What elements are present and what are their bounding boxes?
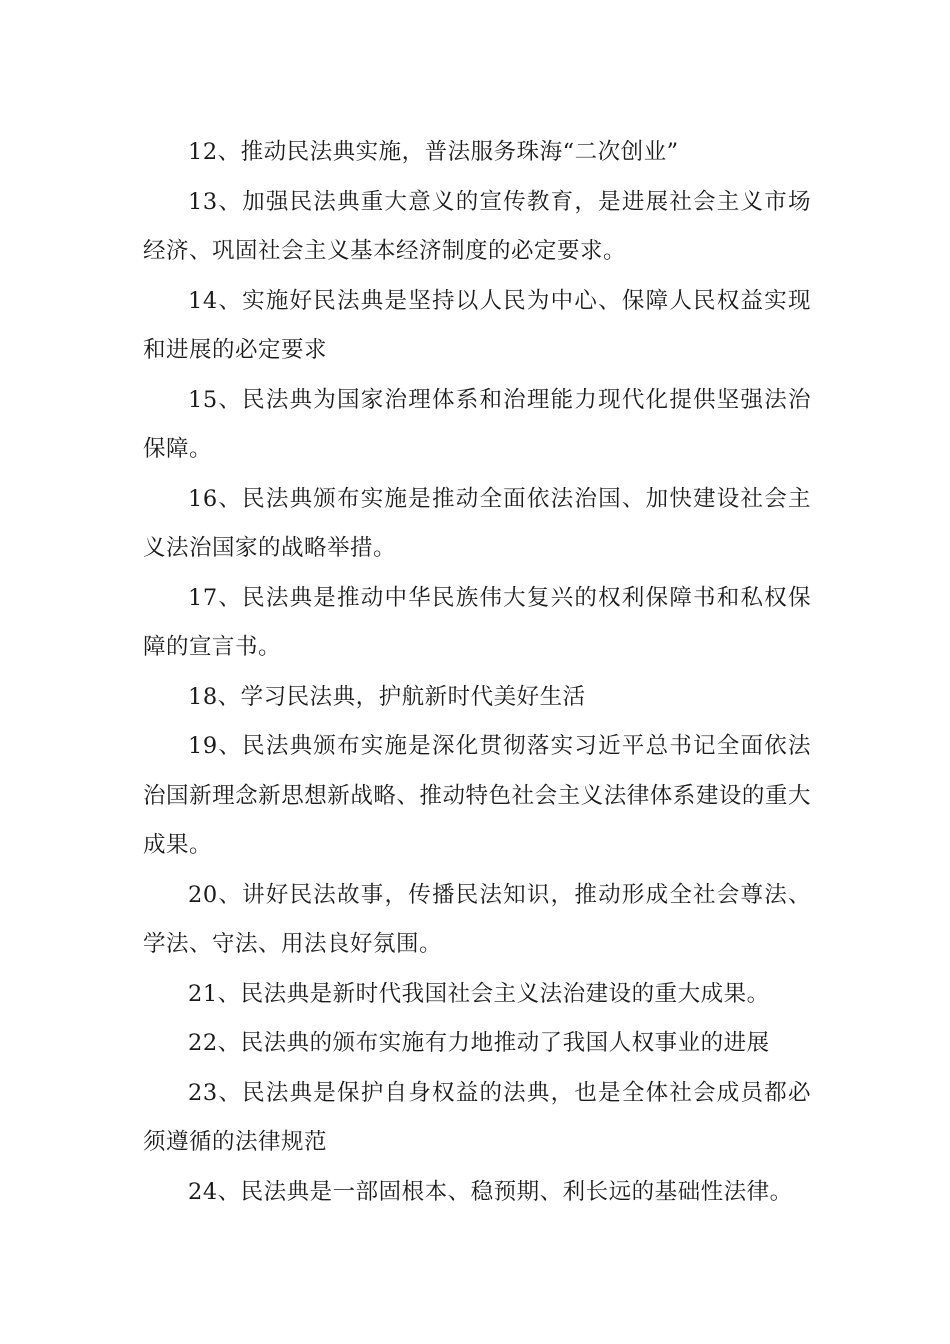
paragraph-16: 16、民法典颁布实施是推动全面依法治国、加快建设社会主义法治国家的战略举措。	[143, 485, 811, 561]
paragraph-22: 22、民法典的颁布实施有力地推动了我国人权事业的进展	[188, 1030, 770, 1056]
paragraph-15: 15、民法典为国家治理体系和治理能力现代化提供坚强法治保障。	[143, 386, 811, 462]
paragraph-12: 12、推动民法典实施，普法服务珠海“二次创业”	[188, 139, 679, 165]
paragraph-19: 19、民法典颁布实施是深化贯彻落实习近平总书记全面依法治国新理念新思想新战略、推动特色社会主义法律体系建设的重大成果。	[143, 733, 811, 858]
paragraph-24: 24、民法典是一部固根本、稳预期、利长远的基础性法律。	[188, 1178, 793, 1205]
paragraph-13: 13、加强民法典重大意义的宣传教育，是进展社会主义市场经济、巩固社会主义基本经济制度的必定要求。	[143, 188, 811, 264]
paragraph-14: 14、实施好民法典是坚持以人民为中心、保障人民权益实现和进展的必定要求	[143, 287, 811, 363]
paragraph-21: 21、民法典是新时代我国社会主义法治建设的重大成果。	[188, 980, 770, 1007]
paragraph-18: 18、学习民法典，护航新时代美好生活	[188, 683, 586, 710]
paragraph-23: 23、民法典是保护自身权益的法典，也是全体社会成员都必须遵循的法律规范	[143, 1079, 811, 1155]
paragraph-20: 20、讲好民法故事，传播民法知识，推动形成全社会尊法、学法、守法、用法良好氛围。	[143, 881, 811, 957]
document-body	[143, 128, 811, 1217]
paragraph-17: 17、民法典是推动中华民族伟大复兴的权利保障书和私权保障的宣言书。	[143, 584, 811, 660]
